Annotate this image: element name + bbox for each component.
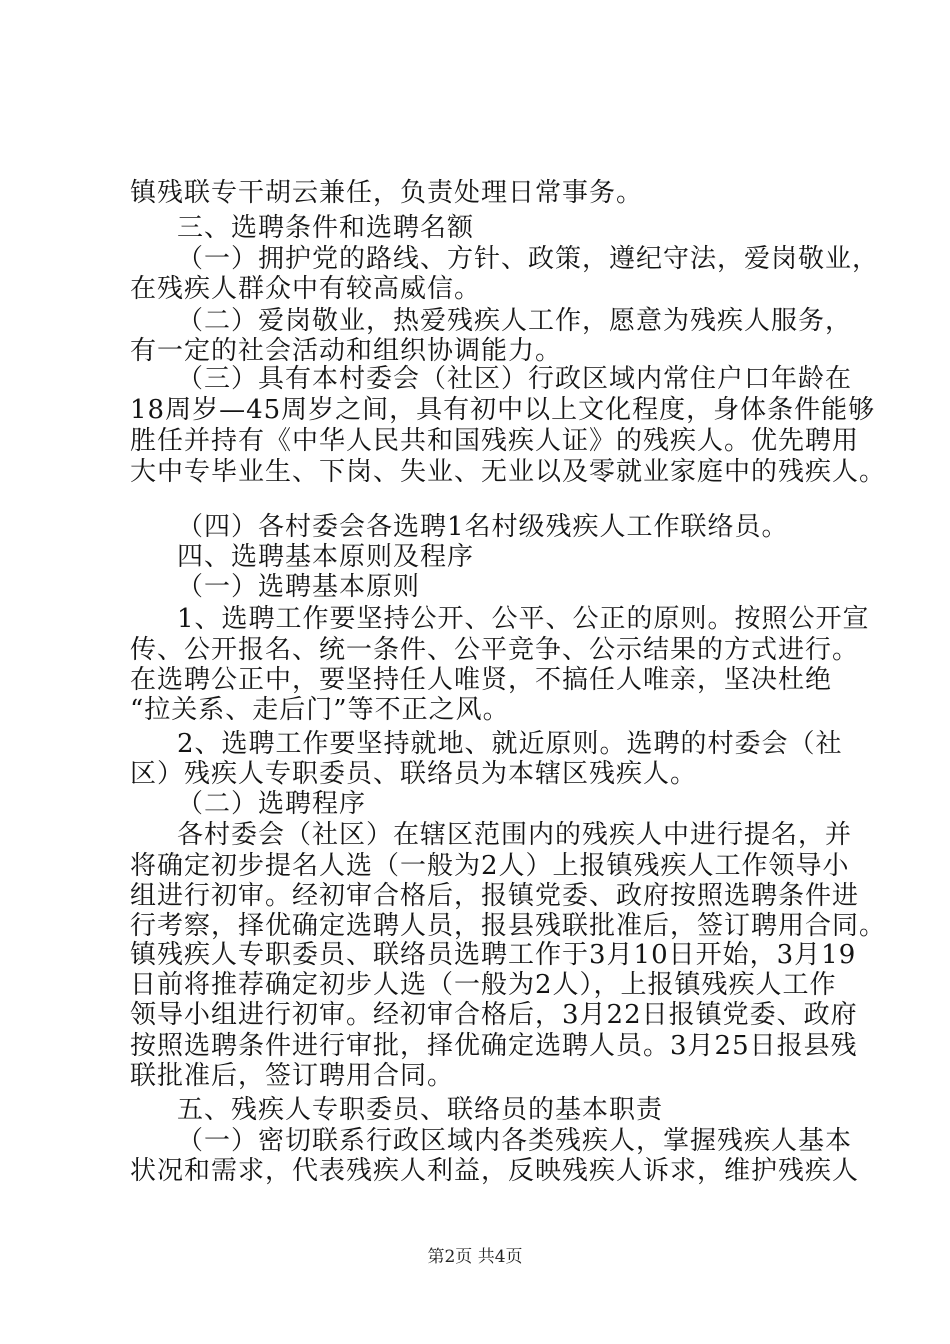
- section-heading: 五、残疾人专职委员、联络员的基本职责: [177, 1095, 664, 1125]
- text-line: 大中专毕业生、下岗、失业、无业以及零就业家庭中的残疾人。: [130, 457, 887, 487]
- text-line: 传、公开报名、统一条件、公平竞争、公示结果的方式进行。: [130, 635, 860, 665]
- subsection-heading: （二）选聘程序: [177, 789, 367, 819]
- text-line: 区）残疾人专职委员、联络员为本辖区残疾人。: [130, 759, 698, 789]
- text-line: 各村委会（社区）在辖区范围内的残疾人中进行提名，并: [177, 820, 853, 850]
- text-line: 1、选聘工作要坚持公开、公平、公正的原则。按照公开宣: [177, 604, 870, 634]
- text-line: （二）爱岗敬业，热爱残疾人工作，愿意为残疾人服务，: [177, 306, 853, 336]
- text-line: （一）拥护党的路线、方针、政策，遵纪守法，爱岗敬业，: [177, 244, 880, 274]
- text-line: （三）具有本村委会（社区）行政区域内常住户口年龄在: [177, 364, 853, 394]
- page-footer: 第2页 共4页: [427, 1247, 523, 1267]
- text-line: 组进行初审。经初审合格后，报镇党委、政府按照选聘条件进: [130, 881, 860, 911]
- text-line: 在选聘公正中，要坚持任人唯贤，不搞任人唯亲，坚决杜绝: [130, 665, 833, 695]
- subsection-heading: （一）选聘基本原则: [177, 572, 421, 602]
- text-line: 在残疾人群众中有较高威信。: [130, 274, 482, 304]
- text-line: “拉关系、走后门”等不正之风。: [130, 695, 510, 725]
- text-line: （一）密切联系行政区域内各类残疾人，掌握残疾人基本: [177, 1126, 853, 1156]
- section-heading: 三、选聘条件和选聘名额: [177, 213, 475, 243]
- text-line: 2、选聘工作要坚持就地、就近原则。选聘的村委会（社: [177, 729, 843, 759]
- section-heading: 四、选聘基本原则及程序: [177, 542, 475, 572]
- text-line: 18周岁—45周岁之间，具有初中以上文化程度，身体条件能够: [130, 395, 876, 425]
- text-line: 联批准后，签订聘用合同。: [130, 1061, 455, 1091]
- text-line: 领导小组进行初审。经初审合格后，3月22日报镇党委、政府: [130, 1000, 858, 1030]
- text-line: 镇残疾人专职委员、联络员选聘工作于3月10日开始，3月19: [130, 940, 857, 970]
- text-line: 有一定的社会活动和组织协调能力。: [130, 336, 563, 366]
- text-line: 状况和需求，代表残疾人利益，反映残疾人诉求，维护残疾人: [130, 1156, 860, 1186]
- text-line: 行考察，择优确定选聘人员，报县残联批准后，签订聘用合同。: [130, 911, 887, 941]
- text-line: 镇残联专干胡云兼任，负责处理日常事务。: [130, 178, 644, 208]
- text-line: 按照选聘条件进行审批，择优确定选聘人员。3月25日报县残: [130, 1031, 858, 1061]
- text-line: 日前将推荐确定初步人选（一般为2人），上报镇残疾人工作: [130, 970, 837, 1000]
- text-line: 将确定初步提名人选（一般为2人）上报镇残疾人工作领导小: [130, 851, 850, 881]
- text-line: 胜任并持有《中华人民共和国残疾人证》的残疾人。优先聘用: [130, 426, 860, 456]
- text-line: （四）各村委会各选聘1名村级残疾人工作联络员。: [177, 512, 789, 542]
